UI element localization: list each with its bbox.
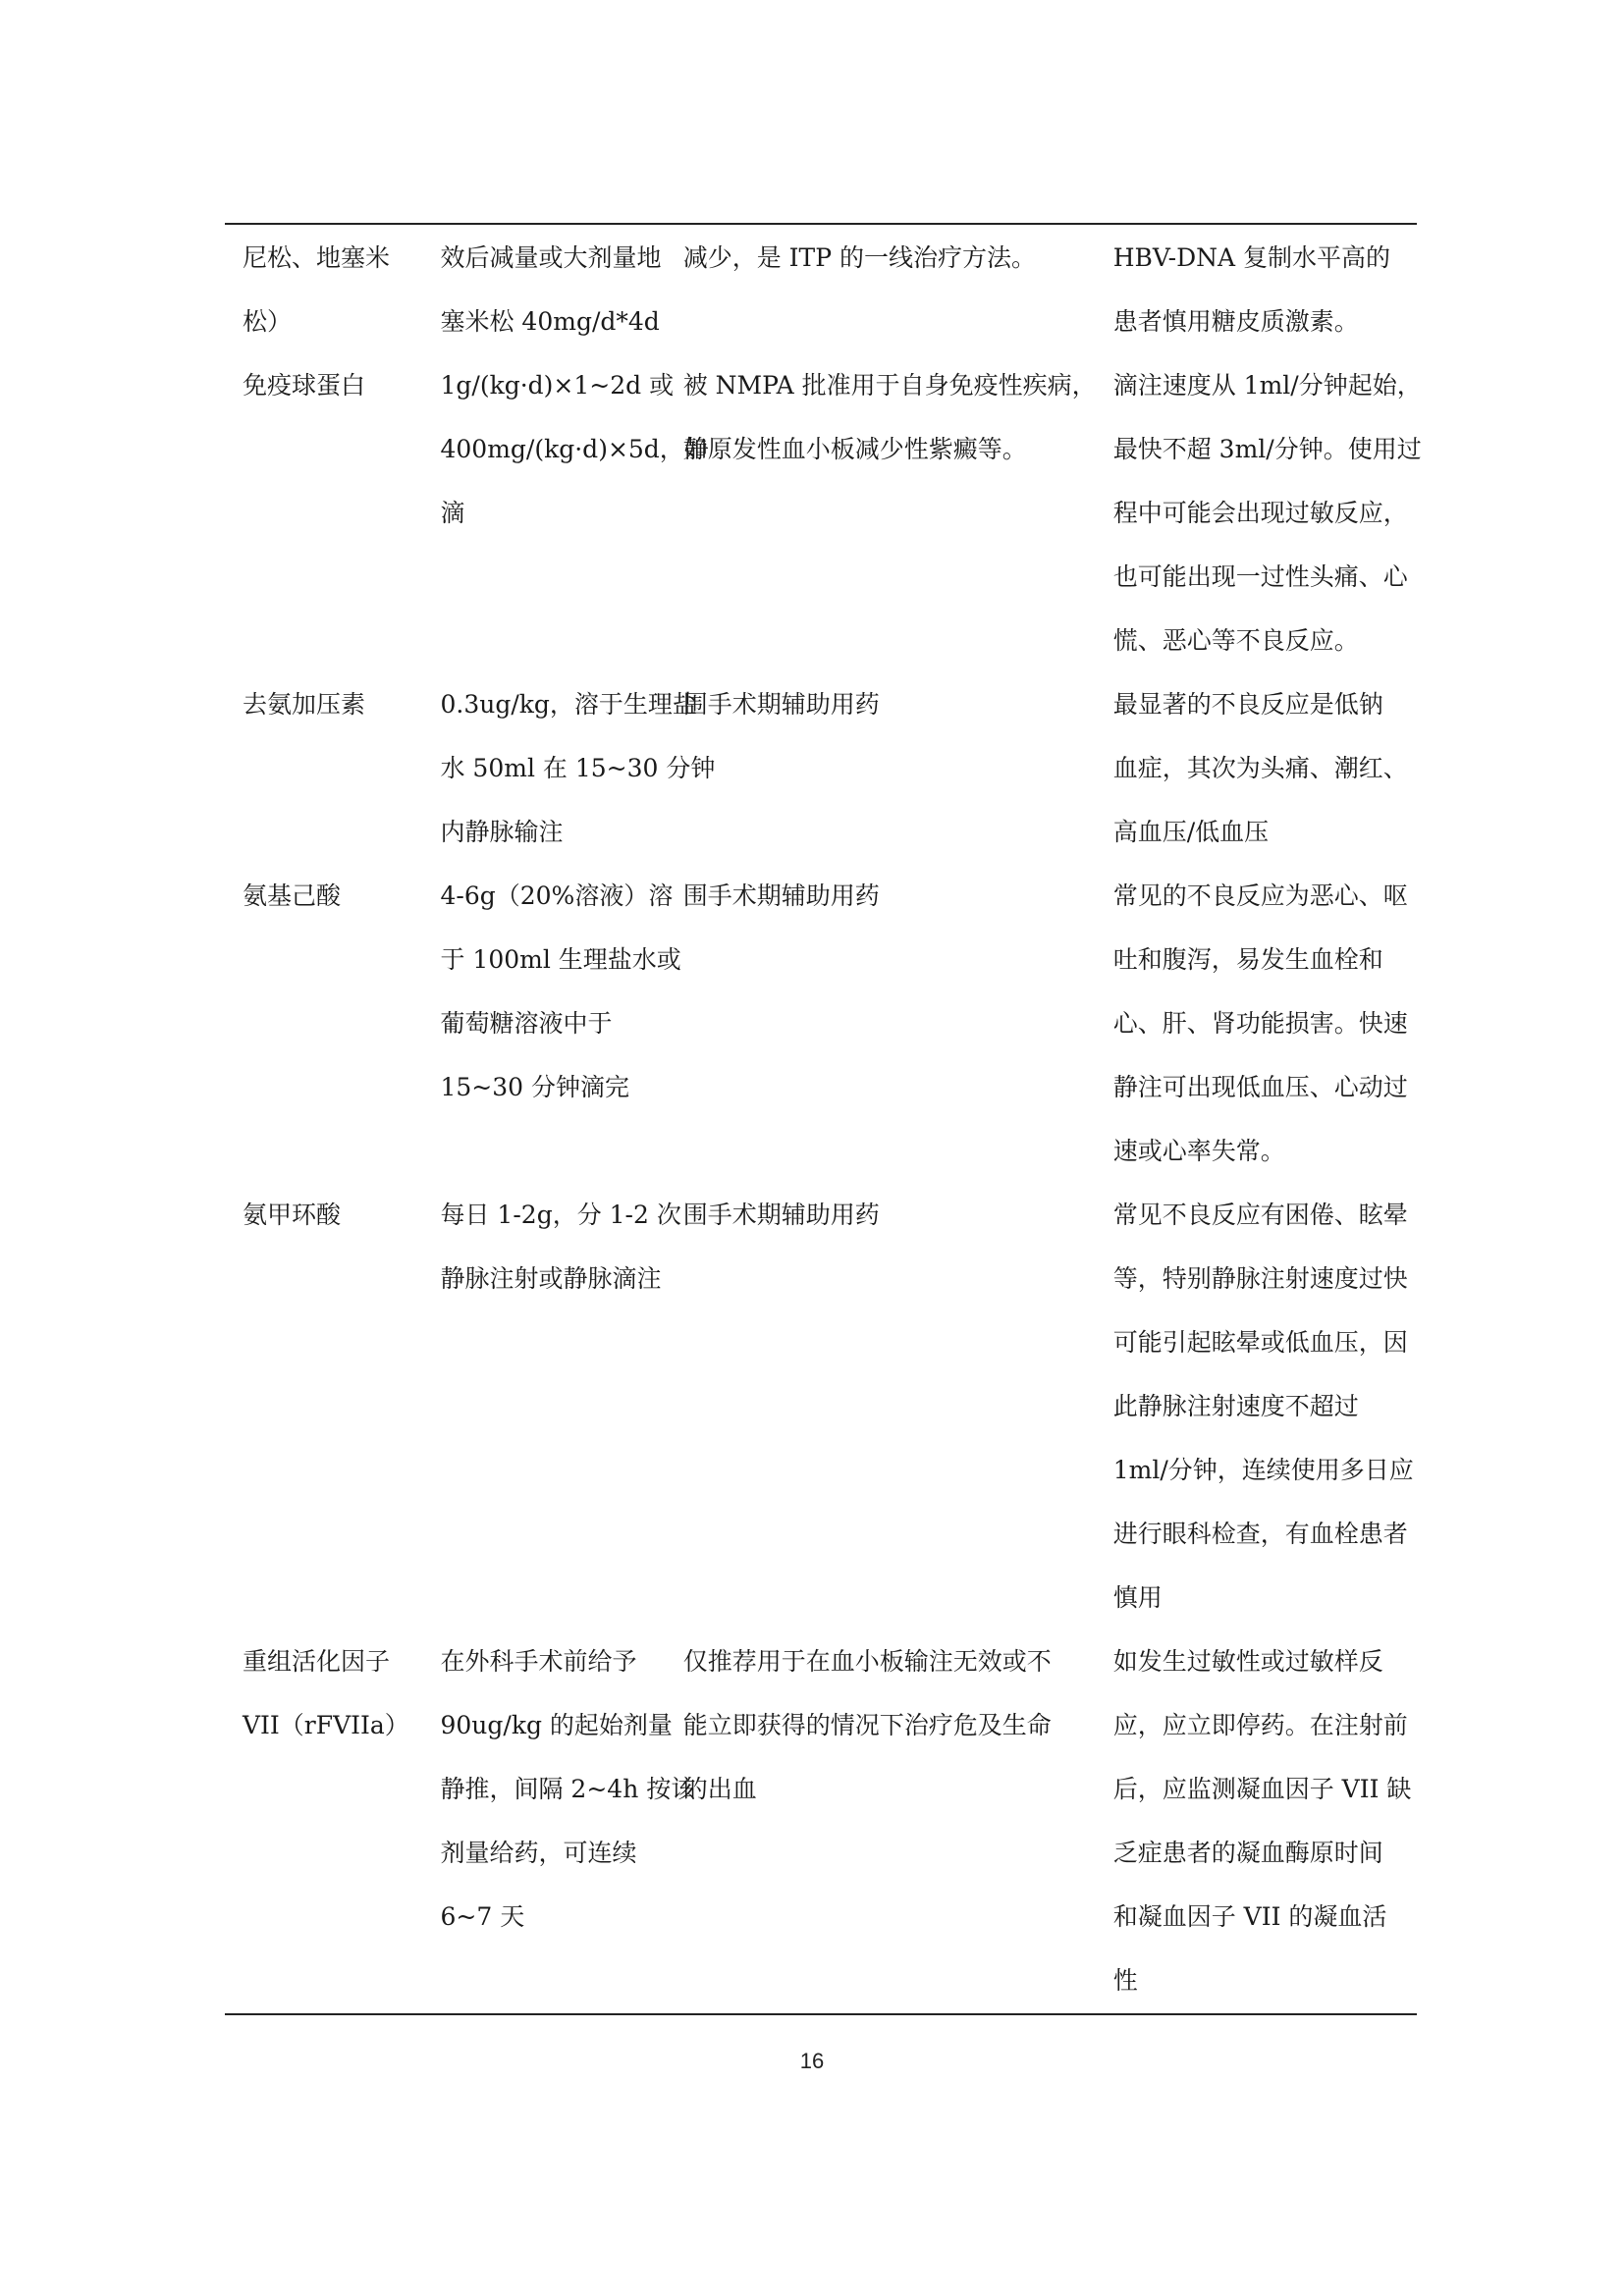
cell-text-line: 6~7 天	[440, 1902, 525, 1931]
cell-text-line: 程中可能会出现过敏反应，	[1112, 499, 1408, 527]
notes-cell	[1106, 226, 1417, 353]
table-top-rule	[225, 223, 1417, 225]
cell-text-line: 1ml/分钟，连续使用多日应	[1112, 1456, 1414, 1484]
cell-text-line: 常见不良反应有困倦、眩晕	[1112, 1201, 1408, 1229]
dosage-cell	[432, 226, 671, 353]
notes-cell	[1106, 1629, 1417, 2012]
indication-cell	[672, 864, 1106, 1183]
notes-cell	[1106, 672, 1417, 864]
cell-text-line: 4-6g（20%溶液）溶	[440, 881, 674, 910]
page-number: 16	[799, 2049, 825, 2073]
indication-cell	[672, 1629, 1106, 2012]
cell-text-line: 氨基己酸	[243, 881, 342, 910]
cell-text-line: 围手术期辅助用药	[682, 690, 880, 719]
table-row	[225, 1183, 1417, 1629]
cell-text-line: 乏症患者的凝血酶原时间	[1112, 1839, 1383, 1867]
cell-text-line: 滴注速度从 1ml/分钟起始，	[1112, 371, 1422, 400]
cell-text-line: 最显著的不良反应是低钠	[1112, 690, 1383, 719]
table-row	[225, 864, 1417, 1183]
cell-text-line: 重组活化因子	[243, 1647, 391, 1676]
indication-cell	[672, 226, 1106, 353]
table-bottom-rule	[225, 2013, 1417, 2015]
indication-cell	[672, 672, 1106, 864]
cell-text-line: 在外科手术前给予	[440, 1647, 637, 1676]
cell-text-line: 如发生过敏性或过敏样反	[1112, 1647, 1383, 1676]
cell-text-line: 400mg/(kg·d)×5d，静	[440, 435, 709, 463]
cell-text-line: 高血压/低血压	[1112, 818, 1270, 846]
table-body	[225, 226, 1422, 2012]
table-row	[225, 672, 1417, 864]
table-row	[225, 353, 1417, 672]
cell-text-line: 减少，是 ITP 的一线治疗方法。	[682, 243, 1036, 272]
cell-text-line: 能立即获得的情况下治疗危及生命	[682, 1711, 1052, 1739]
cell-text-line: 葡萄糖溶液中于	[440, 1009, 613, 1038]
drug-name-cell	[225, 864, 432, 1183]
cell-text-line: 剂量给药，可连续	[440, 1839, 637, 1867]
cell-text-line: 此静脉注射速度不超过	[1112, 1392, 1359, 1420]
cell-text-line: 1g/(kg·d)×1~2d 或	[440, 371, 675, 400]
cell-text-line: 心、肝、肾功能损害。快速	[1112, 1009, 1408, 1038]
cell-text-line: 和凝血因子 VII 的凝血活	[1112, 1902, 1387, 1931]
cell-text-line: 15~30 分钟滴完	[440, 1073, 630, 1101]
drug-name-cell	[225, 353, 432, 672]
cell-text-line: 后，应监测凝血因子 VII 缺	[1112, 1775, 1412, 1803]
cell-text-line: 静脉注射或静脉滴注	[440, 1264, 662, 1293]
cell-text-line: 也可能出现一过性头痛、心	[1112, 562, 1408, 591]
cell-text-line: 围手术期辅助用药	[682, 881, 880, 910]
cell-text-line: 于 100ml 生理盐水或	[440, 945, 681, 974]
cell-text-line: 可能引起眩晕或低血压，因	[1112, 1328, 1408, 1357]
cell-text-line: 最快不超 3ml/分钟。使用过	[1112, 435, 1422, 463]
cell-text-line: 90ug/kg 的起始剂量	[440, 1711, 673, 1739]
cell-text-line: 免疫球蛋白	[243, 371, 366, 400]
cell-text-line: 血症，其次为头痛、潮红、	[1112, 754, 1408, 782]
cell-text-line: 如原发性血小板减少性紫癜等。	[682, 435, 1027, 463]
cell-text-line: 0.3ug/kg，溶于生理盐	[440, 690, 697, 719]
cell-text-line: 吐和腹泻，易发生血栓和	[1112, 945, 1383, 974]
cell-text-line: 内静脉输注	[440, 818, 564, 846]
cell-text-line: 常见的不良反应为恶心、呕	[1112, 881, 1408, 910]
drug-table	[225, 226, 1422, 2012]
cell-text-line: 患者慎用糖皮质激素。	[1112, 307, 1359, 336]
cell-text-line: 去氨加压素	[243, 690, 366, 719]
notes-cell	[1106, 1183, 1417, 1629]
cell-text-line: 静注可出现低血压、心动过	[1112, 1073, 1408, 1101]
cell-text-line: VII（rFVIIa）	[243, 1711, 409, 1739]
dosage-cell	[432, 1629, 696, 2012]
cell-text-line: 慎用	[1112, 1583, 1163, 1612]
cell-text-line: 尼松、地塞米	[243, 243, 391, 272]
cell-text-line: 每日 1-2g，分 1-2 次	[440, 1201, 681, 1229]
cell-text-line: 水 50ml 在 15~30 分钟	[440, 754, 716, 782]
indication-cell	[672, 1183, 1106, 1629]
drug-name-cell	[225, 1629, 432, 2012]
cell-text-line: 围手术期辅助用药	[682, 1201, 880, 1229]
drug-name-cell	[225, 672, 432, 864]
indication-cell	[672, 353, 1106, 672]
cell-text-line: 氨甲环酸	[243, 1201, 342, 1229]
drug-name-cell	[225, 1183, 432, 1629]
cell-text-line: 速或心率失常。	[1112, 1137, 1285, 1165]
cell-text-line: 应，应立即停药。在注射前	[1112, 1711, 1408, 1739]
dosage-cell	[432, 864, 681, 1183]
cell-text-line: 被 NMPA 批准用于自身免疫性疾病，	[682, 371, 1097, 400]
dosage-cell	[432, 1183, 681, 1629]
dosage-cell	[432, 672, 716, 864]
notes-cell	[1106, 353, 1422, 672]
cell-text-line: 等，特别静脉注射速度过快	[1112, 1264, 1408, 1293]
cell-text-line: 慌、恶心等不良反应。	[1112, 626, 1359, 655]
cell-text-line: 塞米松 40mg/d*4d	[440, 307, 660, 336]
notes-cell	[1106, 864, 1417, 1183]
cell-text-line: 进行眼科检查，有血栓患者	[1112, 1520, 1408, 1548]
cell-text-line: 的出血	[682, 1775, 757, 1803]
cell-text-line: 性	[1112, 1966, 1138, 1995]
cell-text-line: 滴	[440, 499, 465, 527]
cell-text-line: 仅推荐用于在血小板输注无效或不	[682, 1647, 1052, 1676]
cell-text-line: 松）	[243, 307, 293, 336]
cell-text-line: 效后减量或大剂量地	[440, 243, 662, 272]
drug-name-cell	[225, 226, 432, 353]
cell-text-line: 静推，间隔 2~4h 按该	[440, 1775, 696, 1803]
table-row	[225, 1629, 1417, 2012]
table-row	[225, 226, 1417, 353]
dosage-cell	[432, 353, 709, 672]
cell-text-line: HBV-DNA 复制水平高的	[1112, 243, 1391, 272]
